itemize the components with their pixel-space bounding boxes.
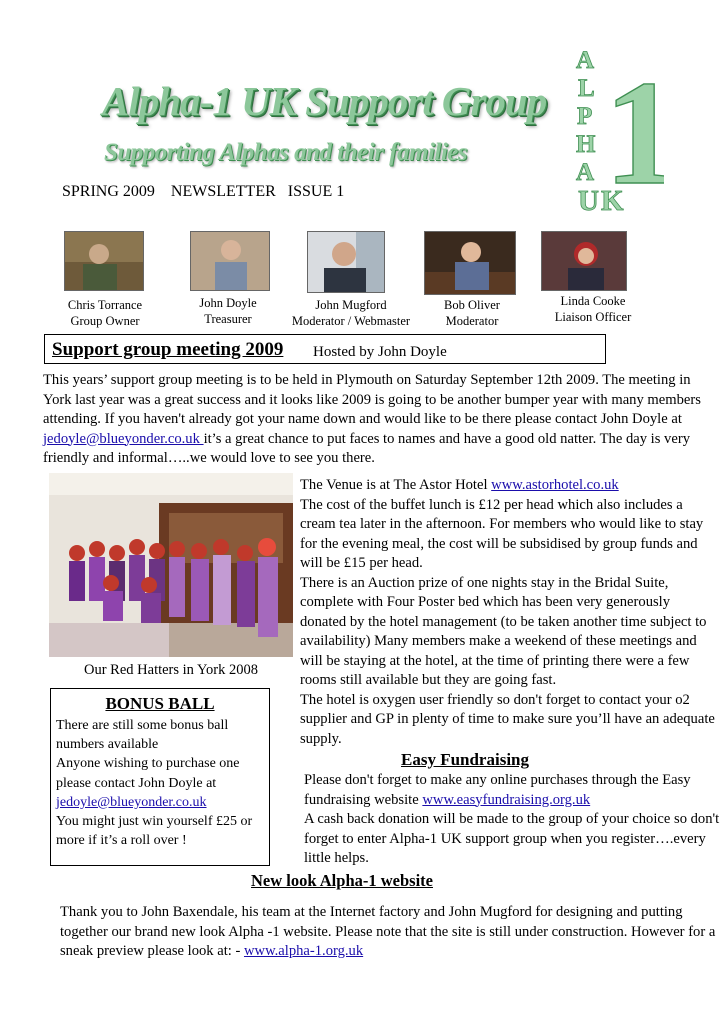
venue-line: The hotel is oxygen user friendly so don't forget to contact your o2 — [300, 691, 690, 708]
venue-line: will be £15 per head. — [300, 555, 423, 571]
venue-intro: The Venue is at The Astor Hotel — [300, 477, 492, 493]
photo-john-mugford — [307, 231, 385, 293]
fundraising-line: A cash back donation will be made to the group of your choice so don't — [304, 811, 720, 827]
fundraising-line: fundraising website — [304, 791, 423, 808]
bonus-line: more if it’s a roll over ! — [56, 833, 187, 849]
person-name: John Mugford — [315, 298, 387, 312]
venue-line: rooms still available but they are going fast. — [300, 672, 557, 688]
easyfundraising-link[interactable]: www.easyfundraising.org.uk — [422, 791, 591, 808]
venue-line: will be staying at the hotel, at the time of printing there were a few — [300, 652, 690, 669]
venue-paragraph — [300, 476, 720, 749]
easy-fundraising-title: Easy Fundraising — [400, 750, 529, 769]
venue-line: availability) Many members make a weekend of these meetings and — [300, 633, 697, 649]
venue-line: donated by the hotel management (to be taken another time subject to — [300, 613, 707, 630]
venue-line: There is an Auction prize of one nights stay in the Bridal Suite, — [300, 574, 669, 591]
caption-chris-torrance — [48, 297, 162, 329]
caption-linda-cooke — [538, 293, 648, 325]
caption-john-doyle — [172, 295, 284, 327]
bonus-line: Anyone wishing to purchase one — [56, 756, 240, 772]
website-line: Thank you to John Baxendale, his team at the Internet factory and John Mugford for designing and putting — [60, 904, 683, 920]
meeting-line: York last year was a great success and it looks like 2009 is going to be another bumper year with many members — [43, 391, 701, 408]
person-name: John Doyle — [199, 296, 257, 310]
bonus-line: You might just win yourself £25 or — [56, 814, 253, 830]
person-name: Bob Oliver — [444, 298, 500, 312]
website-line: together our brand new look Alpha -1 website. Please note that the site is still under construction. However for a — [60, 923, 716, 940]
person-role: Liaison Officer — [554, 310, 632, 324]
meeting-line: it’s a great chance to put faces to names and have a good old natter. The day is very — [203, 430, 690, 447]
venue-line: The cost of the buffet lunch is £12 per head which also includes a — [300, 496, 683, 513]
fundraising-line: Please don't forget to make any online purchases through the Easy — [304, 772, 691, 788]
website-paragraph — [60, 903, 720, 962]
email-link-meeting[interactable]: jedoyle@blueyonder.co.uk — [43, 430, 204, 447]
logo-letter-a1: A — [576, 47, 595, 74]
photo-red-hatters — [49, 473, 293, 657]
venue-line: complete with Four Poster bed which has been very generously — [300, 594, 671, 610]
person-role: Moderator — [445, 314, 499, 328]
photo-linda-cooke — [541, 231, 627, 291]
alpha1-uk-logo — [574, 40, 664, 215]
person-name: Linda Cooke — [560, 294, 626, 308]
bonus-ball-text — [56, 716, 268, 850]
fundraising-paragraph — [304, 771, 720, 869]
fundraising-line: forget to enter Alpha-1 UK support group when you register….every — [304, 830, 706, 847]
bonus-line: There are still some bonus ball — [56, 718, 229, 733]
person-role: Moderator / Webmaster — [291, 314, 411, 328]
astor-hotel-link[interactable]: www.astorhotel.co.uk — [491, 477, 619, 493]
venue-line: cream tea later in the afternoon. For members who would like to stay — [300, 516, 704, 532]
caption-john-mugford — [288, 297, 414, 329]
logo-uk: UK — [578, 185, 626, 215]
bonus-line: numbers available — [56, 737, 159, 753]
meeting-line: This years’ support group meeting is to be held in Plymouth on Saturday September 12th 2009. The meeting in — [43, 372, 691, 388]
bonus-ball-title: BONUS BALL — [105, 694, 215, 713]
venue-line: supply. — [300, 730, 342, 747]
issue-line: SPRING 2009 NEWSLETTER ISSUE 1 — [62, 183, 345, 200]
person-name: Chris Torrance — [67, 298, 143, 312]
meeting-line: attending. If you haven't already got your name down and would like to be there please contact John Doyle at — [43, 411, 682, 427]
person-role: Group Owner — [70, 314, 140, 328]
fundraising-line: little helps. — [304, 850, 369, 866]
logo-number: 1 — [604, 50, 664, 215]
logo-letter-p: P — [577, 103, 593, 130]
newsletter-title: Alpha-1 UK Support Group — [102, 78, 547, 124]
venue-line: supplier and GP in plenty of time to make sure you’ll have an adequate — [300, 711, 715, 727]
logo-letter-l: L — [578, 75, 595, 102]
website-line: sneak preview please look at: - — [60, 943, 244, 959]
photo-bob-oliver — [424, 231, 516, 295]
newsletter-subtitle: Supporting Alphas and their families — [104, 139, 468, 166]
meeting-heading: Support group meeting 2009 — [52, 339, 284, 360]
email-link-bonus[interactable]: jedoyle@blueyonder.co.uk — [56, 794, 207, 810]
venue-line: for the evening meal, the cost will be subsidised by group funds and — [300, 535, 698, 552]
new-website-title: New look Alpha-1 website — [251, 871, 433, 890]
photo-chris-torrance — [64, 231, 144, 291]
alpha1-website-link[interactable]: www.alpha-1.org.uk — [243, 943, 364, 959]
meeting-host: Hosted by John Doyle — [313, 344, 447, 360]
photo-caption: Our Red Hatters in York 2008 — [84, 662, 258, 678]
logo-letter-a2: A — [576, 159, 595, 186]
caption-bob-oliver — [426, 297, 518, 329]
person-role: Treasurer — [204, 312, 252, 326]
meeting-line: friendly and informal…..we would love to see you there. — [43, 450, 375, 466]
photo-john-doyle — [190, 231, 270, 291]
bonus-line: please contact John Doyle at — [56, 775, 217, 791]
meeting-paragraph — [43, 371, 713, 469]
logo-letter-h: H — [576, 131, 596, 158]
